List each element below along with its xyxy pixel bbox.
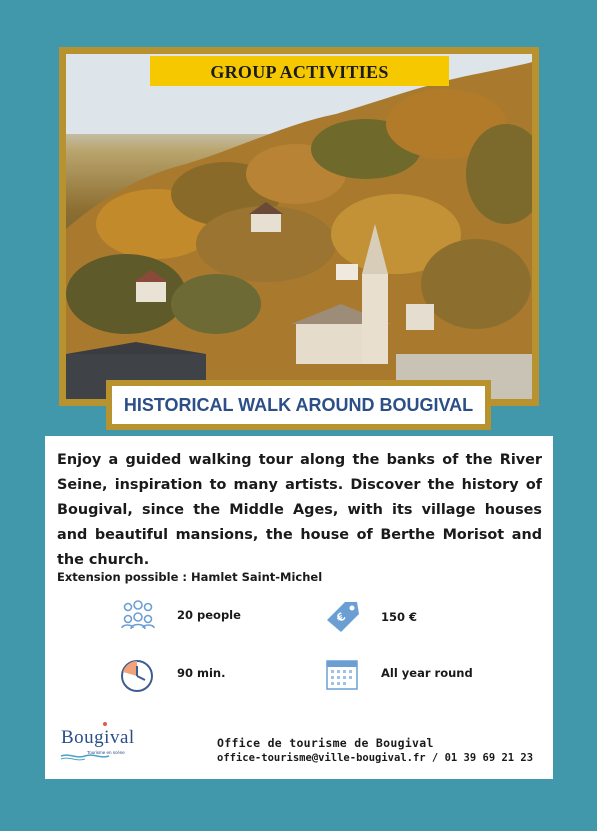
office-name: Office de tourisme de Bougival [217,736,434,750]
logo-tagline: Tourisme en scène [87,750,125,755]
logo-name: Bougival [61,727,135,748]
svg-text:€: € [333,610,349,625]
calendar-icon [325,658,359,692]
bougival-photo [66,54,532,399]
group-icon [119,598,157,632]
price-tag-icon [323,598,363,634]
office-contact: office-tourisme@ville-bougival.fr / 01 39 69 21 23 [217,752,534,764]
price-label: 150 € [381,610,418,624]
clock-icon [119,658,155,694]
bougival-logo [59,720,147,762]
title-frame [106,380,491,430]
availability-label: All year round [381,666,473,680]
info-card [45,436,553,779]
description-text: Enjoy a guided walking tour along the banks of the River Seine, inspiration to many artists. Discover the history of Bougival, since the Middle Ages, with its village houses and beautiful mansions, the house of Berthe Morisot and the church. [57,452,542,568]
extension-text: Extension possible : Hamlet Saint-Michel [57,570,323,584]
activity-title: HISTORICAL WALK AROUND BOUGIVAL [112,386,485,424]
village-illustration [66,54,532,399]
duration-label: 90 min. [177,666,226,680]
photo-frame [59,47,539,406]
people-label: 20 people [177,608,241,622]
group-activities-banner: GROUP ACTIVITIES [150,56,449,86]
